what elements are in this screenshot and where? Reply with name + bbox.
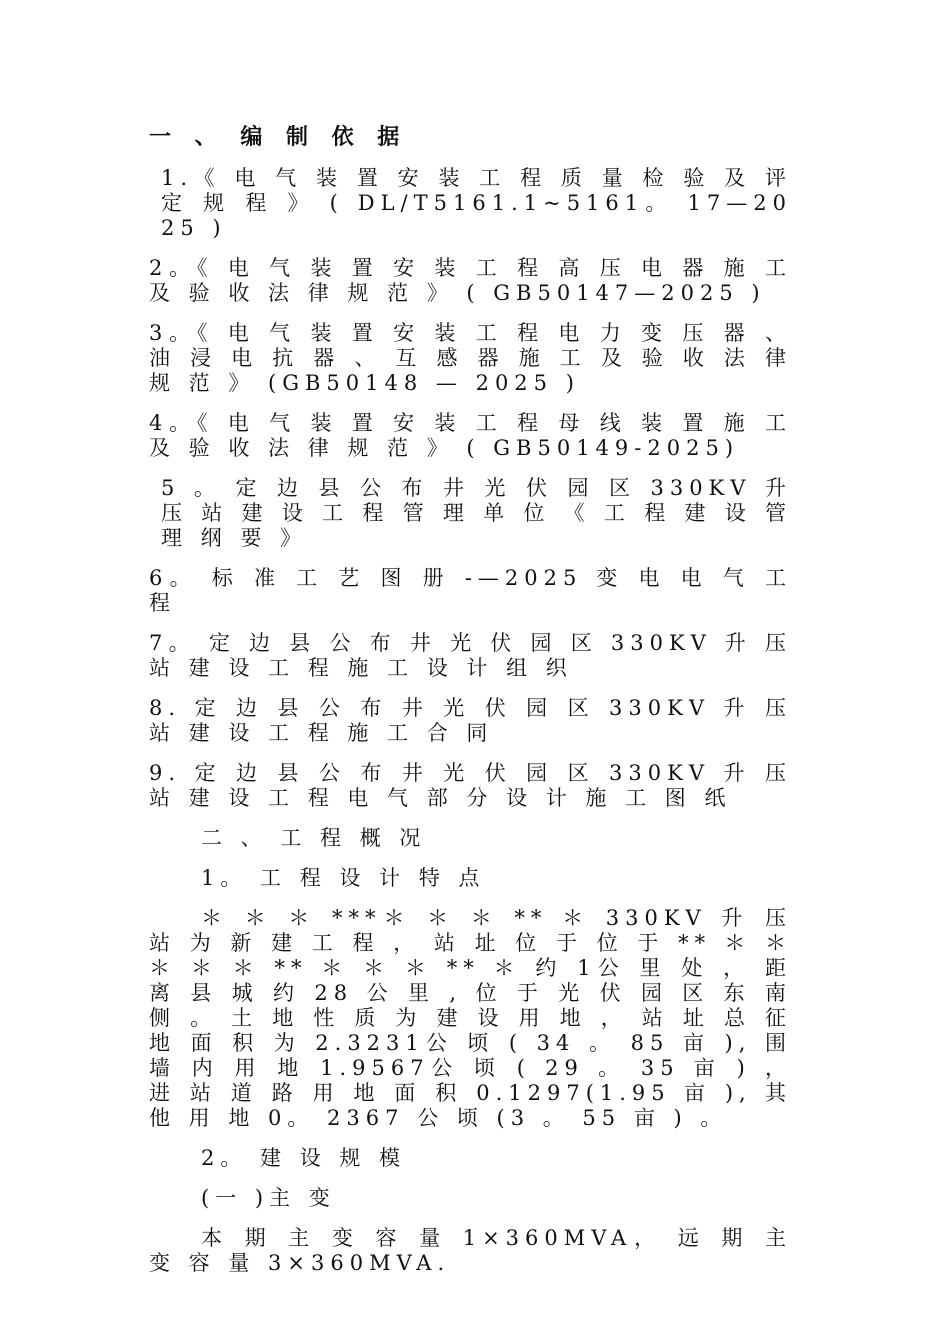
reference-item-4: 4。《 电 气 装 置 安 装 工 程 母 线 装 置 施 工 及 验 收 法 律 规 范 》 ( GB50149-2025) bbox=[149, 411, 792, 460]
design-features-paragraph: ＊ ＊ ＊ ***＊ ＊ ＊ ** ＊ 330KV 升 压 站 为 新 建 工 程 ， 站 址 位 于 位 于 ** ＊ ＊ ＊ ＊ ＊ ** ＊ ＊ ＊ ** ＊ 约 1公 里 处 ， 距 离 县 城 约 28 公 里 , 位 于 光 伏 园 区 东 南 侧 。 土 地 性 质 为 建 设 用 地 ， 站 址 总 征 地 面 积 为 2.3231公 顷 ( 34 。 85 亩 ), 围 墙 内 用 地 1.9567公 顷 ( 29 。 35 亩 ) ， 进 站 道 路 用 地 面 积 0.1297(1.95 亩 ), 其 他 用 地 0。 2367 公 顷 (3 。 55 亩 ) 。 bbox=[149, 906, 792, 1130]
section-heading-basis: 一 、 编 制 依 据 bbox=[149, 124, 408, 150]
reference-item-5: 5 。 定 边 县 公 布 井 光 伏 园 区 330KV 升 压 站 建 设 工 程 管 理 单 位 《 工 程 建 设 管 理 纲 要 》 bbox=[161, 476, 792, 550]
section-heading-overview: 二 、 工 程 概 况 bbox=[201, 826, 427, 850]
reference-item-9: 9. 定 边 县 公 布 井 光 伏 园 区 330KV 升 压 站 建 设 工 程 电 气 部 分 设 计 施 工 图 纸 bbox=[149, 761, 792, 810]
reference-item-6: 6。 标 准 工 艺 图 册 -—2025 变 电 电 气 工 程 bbox=[149, 566, 792, 615]
item-title-main-transformer: (一 )主 变 bbox=[201, 1186, 336, 1210]
subsection-title-scale: 2。 建 设 规 模 bbox=[201, 1146, 407, 1170]
reference-item-8: 8. 定 边 县 公 布 井 光 伏 园 区 330KV 升 压 站 建 设 工 程 施 工 合 同 bbox=[149, 696, 792, 745]
document-page bbox=[149, 122, 792, 1291]
reference-item-3: 3。《 电 气 装 置 安 装 工 程 电 力 变 压 器 、 油 浸 电 抗 器 、 互 感 器 施 工 及 验 收 法 律 规 范 》 (GB50148 — 2025 ) bbox=[149, 321, 792, 395]
reference-item-2: 2。《 电 气 装 置 安 装 工 程 高 压 电 器 施 工 及 验 收 法 律 规 范 》 ( GB50147—2025 ) bbox=[149, 256, 792, 305]
main-transformer-paragraph: 本 期 主 变 容 量 1×360MVA， 远 期 主 变 容 量 3×360MVA. bbox=[149, 1226, 792, 1275]
reference-item-7: 7。 定 边 县 公 布 井 光 伏 园 区 330KV 升 压 站 建 设 工 程 施 工 设 计 组 织 bbox=[149, 631, 792, 680]
subsection-title-design-features: 1。 工 程 设 计 特 点 bbox=[201, 866, 486, 890]
reference-item-1: 1.《 电 气 装 置 安 装 工 程 质 量 检 验 及 评 定 规 程 》 ( DL/T5161.1~5161。 17—2025 ) bbox=[161, 166, 792, 240]
